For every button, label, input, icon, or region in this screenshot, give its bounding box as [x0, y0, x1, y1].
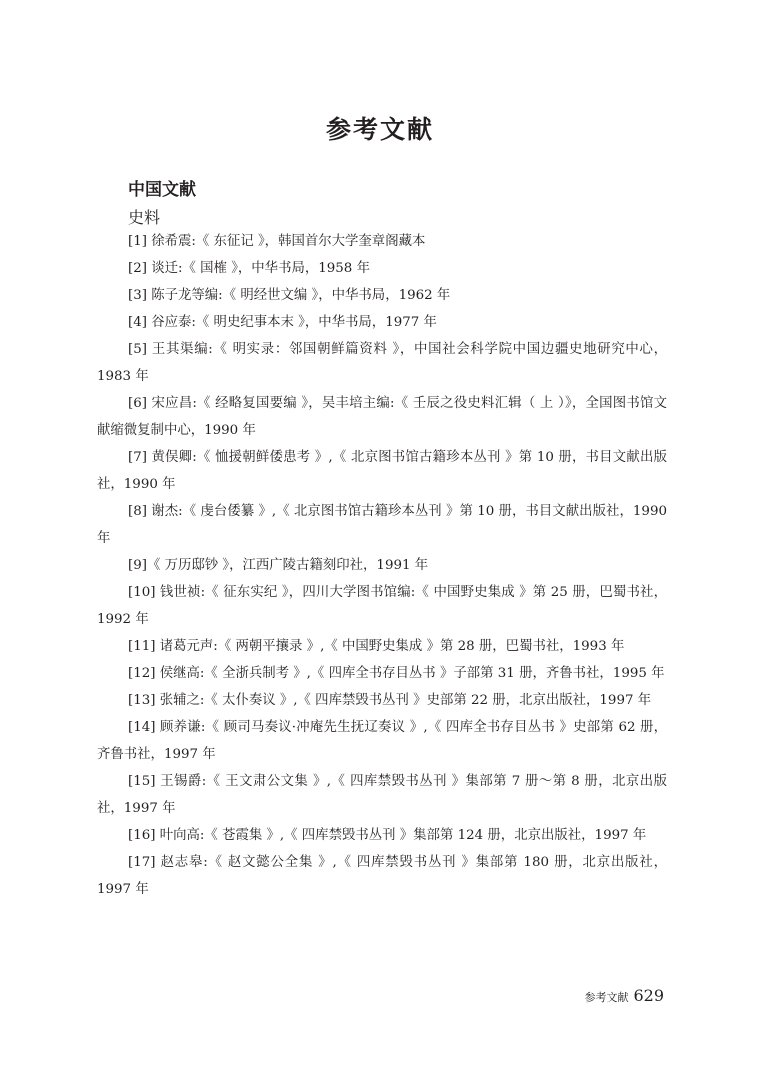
reference-item: [7] 黄俣卿:《 恤援朝鲜倭患考 》,《 北京图书馆古籍珍本丛刊 》第 10 册，书目文献出版社，1990 年: [97, 450, 667, 492]
running-footer-label: 参考文献: [584, 991, 629, 1004]
reference-item: [1] 徐希震:《 东征记 》，韩国首尔大学奎章阁藏本: [128, 234, 426, 249]
reference-item: [11] 诸葛元声:《 两朝平攘录 》,《 中国野史集成 》第 28 册，巴蜀书社，1993 年: [128, 639, 625, 654]
reference-item: [6] 宋应昌:《 经略复国要编 》，吴丰培主编:《 壬辰之役史料汇辑（ 上 ）》，全国图书馆文献缩微复制中心，1990 年: [97, 396, 667, 438]
section-heading: 中国文献: [128, 180, 196, 200]
reference-item: [8] 谢杰:《 虔台倭纂 》,《 北京图书馆古籍珍本丛刊 》第 10 册，书目文献出版社，1990 年: [97, 504, 667, 546]
reference-item: [5] 王其渠编:《 明实录：邻国朝鲜篇资料 》，中国社会科学院中国边疆史地研究中心，1983 年: [97, 342, 667, 384]
reference-item: [15] 王锡爵:《 王文肃公文集 》,《 四库禁毁书丛刊 》集部第 7 册～第 8 册，北京出版社，1997 年: [97, 774, 667, 816]
subsection-heading: 史料: [128, 208, 161, 227]
reference-item: [13] 张辅之:《 太仆奏议 》,《 四库禁毁书丛刊 》史部第 22 册，北京出版社，1997 年: [128, 693, 652, 708]
reference-list: [97, 228, 667, 903]
reference-item: [10] 钱世祯:《 征东实纪 》，四川大学图书馆编:《 中国野史集成 》第 25 册，巴蜀书社，1992 年: [97, 585, 667, 627]
reference-item: [16] 叶向高:《 苍霞集 》,《 四库禁毁书丛刊 》集部第 124 册，北京出版社，1997 年: [128, 828, 647, 843]
reference-item: [12] 侯继高:《 全浙兵制考 》,《 四库全书存目丛书 》子部第 31 册，齐鲁书社，1995 年: [128, 666, 665, 681]
reference-item: [2] 谈迁:《 国榷 》，中华书局，1958 年: [128, 261, 370, 276]
page-footer: [584, 986, 664, 1005]
page-title: 参考文献: [325, 115, 434, 144]
reference-item: [17] 赵志皋:《 赵文懿公全集 》,《 四库禁毁书丛刊 》集部第 180 册，北京出版社，1997 年: [97, 855, 667, 897]
reference-item: [4] 谷应泰:《 明史纪事本末 》，中华书局，1977 年: [128, 315, 437, 330]
reference-item: [9]《 万历邸钞 》，江西广陵古籍刻印社，1991 年: [128, 558, 429, 573]
reference-item: [3] 陈子龙等编:《 明经世文编 》，中华书局，1962 年: [128, 288, 451, 303]
reference-item: [14] 顾养谦:《 顾司马奏议·冲庵先生抚辽奏议 》,《 四库全书存目丛书 》史部第 62 册，齐鲁书社，1997 年: [97, 720, 667, 762]
page-number: 629: [633, 986, 664, 1005]
